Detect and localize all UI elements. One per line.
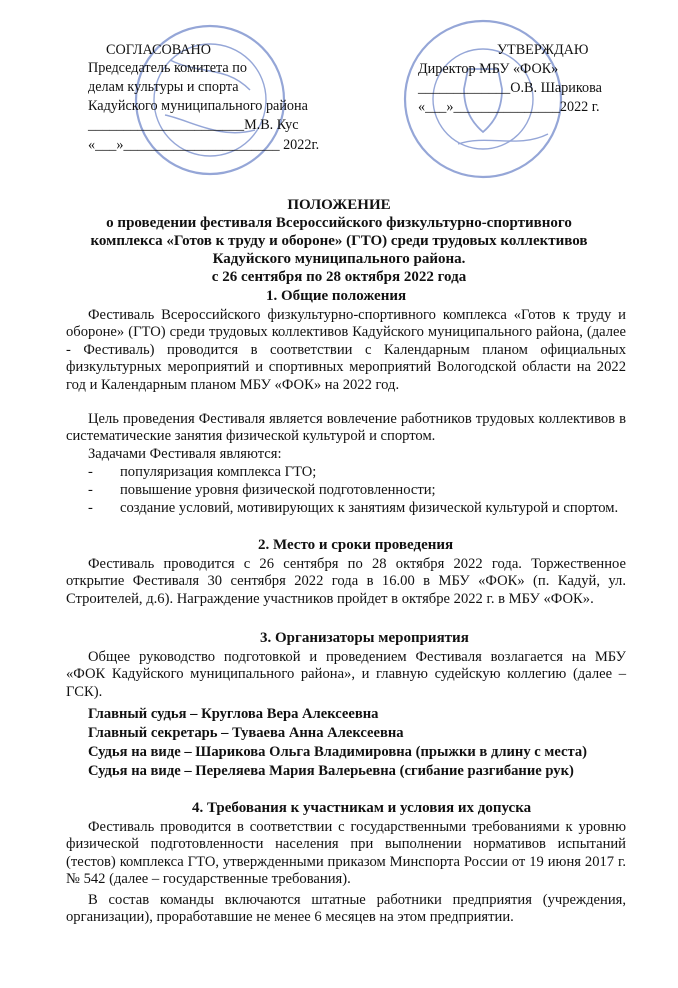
section4-paragraph1: Фестиваль проводится в соответствии с государственными требованиями к уровню физической подготовленности населения при выполнении нормативов испытаний (тестов) комплекса ГТО, утвержденными приказом Минспорта России от 19 июня 2017 г. № 542 (далее – государственные требования). bbox=[66, 819, 626, 888]
approval-right-heading: УТВЕРЖДАЮ bbox=[497, 42, 589, 58]
approval-left-sign-line: ______________________М.В. Кус bbox=[88, 117, 299, 133]
task-item: популяризация комплекса ГТО; bbox=[120, 464, 317, 480]
section3-heading: 3. Организаторы мероприятия bbox=[260, 630, 469, 646]
approval-right-line1: Директор МБУ «ФОК» bbox=[418, 61, 559, 77]
approval-left-line1: Председатель комитета по bbox=[88, 60, 247, 76]
task-bullet: - bbox=[88, 500, 93, 516]
doc-title: ПОЛОЖЕНИЕ bbox=[287, 197, 391, 213]
approval-left-line3: Кадуйского муниципального района bbox=[88, 98, 308, 114]
section4-paragraph2: В состав команды включаются штатные работники предприятия (учреждения, организации), проработавшие не менее 6 месяцев на этом предприятии. bbox=[66, 892, 626, 926]
doc-subtitle-line2: комплекса «Готов к труду и обороне» (ГТО) среди трудовых коллективов bbox=[90, 233, 588, 249]
section3-paragraph1: Общее руководство подготовкой и проведением Фестиваля возлагается на МБУ «ФОК Кадуйского муниципального района», и главную судейскую коллегию (далее – ГСК). bbox=[66, 649, 626, 700]
approval-left-heading: СОГЛАСОВАНО bbox=[106, 42, 212, 58]
section1-heading: 1. Общие положения bbox=[266, 288, 407, 304]
section2-paragraph1: Фестиваль проводится с 26 сентября по 28 октября 2022 года. Торжественное открытие Фестиваля 30 сентября 2022 года в 16.00 в МБУ «ФОК» (п. Кадуй, ул. Строителей, д.6). Награждение участников пройдет в октябре 2022 г. в МБУ «ФОК». bbox=[66, 556, 626, 607]
section2-heading: 2. Место и сроки проведения bbox=[258, 537, 454, 553]
task-item: создание условий, мотивирующих к занятиям физической культурой и спортом. bbox=[120, 500, 619, 516]
judge-item: Главный судья – Круглова Вера Алексеевна bbox=[88, 706, 379, 722]
doc-dates: с 26 сентября по 28 октября 2022 года bbox=[211, 269, 467, 285]
doc-subtitle-line3: Кадуйского муниципального района. bbox=[212, 251, 466, 267]
approval-left-date-line: «___»______________________ 2022г. bbox=[88, 137, 320, 153]
section1-paragraph1: Фестиваль Всероссийского физкультурно-спортивного комплекса «Готов к труду и обороне» (ГТО) среди трудовых коллективов Кадуйского муниципального района, (далее - Фестиваль) проводится в соответствии с Календарным планом официальных физкультурных мероприятий и спортивных мероприятий Вологодской области на 2022 год и Календарным планом МБУ «ФОК» на 2022 год. bbox=[66, 307, 626, 393]
section4-heading: 4. Требования к участникам и условия их допуска bbox=[192, 800, 532, 816]
task-bullet: - bbox=[88, 464, 93, 480]
judge-item: Главный секретарь – Туваева Анна Алексеевна bbox=[88, 725, 404, 741]
approval-right-date-line: «___»_______________2022 г. bbox=[418, 99, 600, 115]
judge-item: Судья на виде – Шарикова Ольга Владимировна (прыжки в длину с места) bbox=[88, 744, 587, 760]
approval-left-line2: делам культуры и спорта bbox=[88, 79, 239, 95]
task-bullet: - bbox=[88, 482, 93, 498]
judge-item: Судья на виде – Переляева Мария Валерьевна (сгибание разгибание рук) bbox=[88, 763, 574, 779]
doc-subtitle-line1: о проведении фестиваля Всероссийского физкультурно-спортивного bbox=[106, 215, 572, 231]
task-item: повышение уровня физической подготовленности; bbox=[120, 482, 436, 498]
approval-right-sign-line: _____________О.В. Шарикова bbox=[418, 80, 602, 96]
section1-paragraph2: Цель проведения Фестиваля является вовлечение работников трудовых коллективов в систематические занятия физической культурой и спортом. bbox=[66, 411, 626, 445]
section1-tasks-intro: Задачами Фестиваля являются: bbox=[88, 446, 282, 462]
